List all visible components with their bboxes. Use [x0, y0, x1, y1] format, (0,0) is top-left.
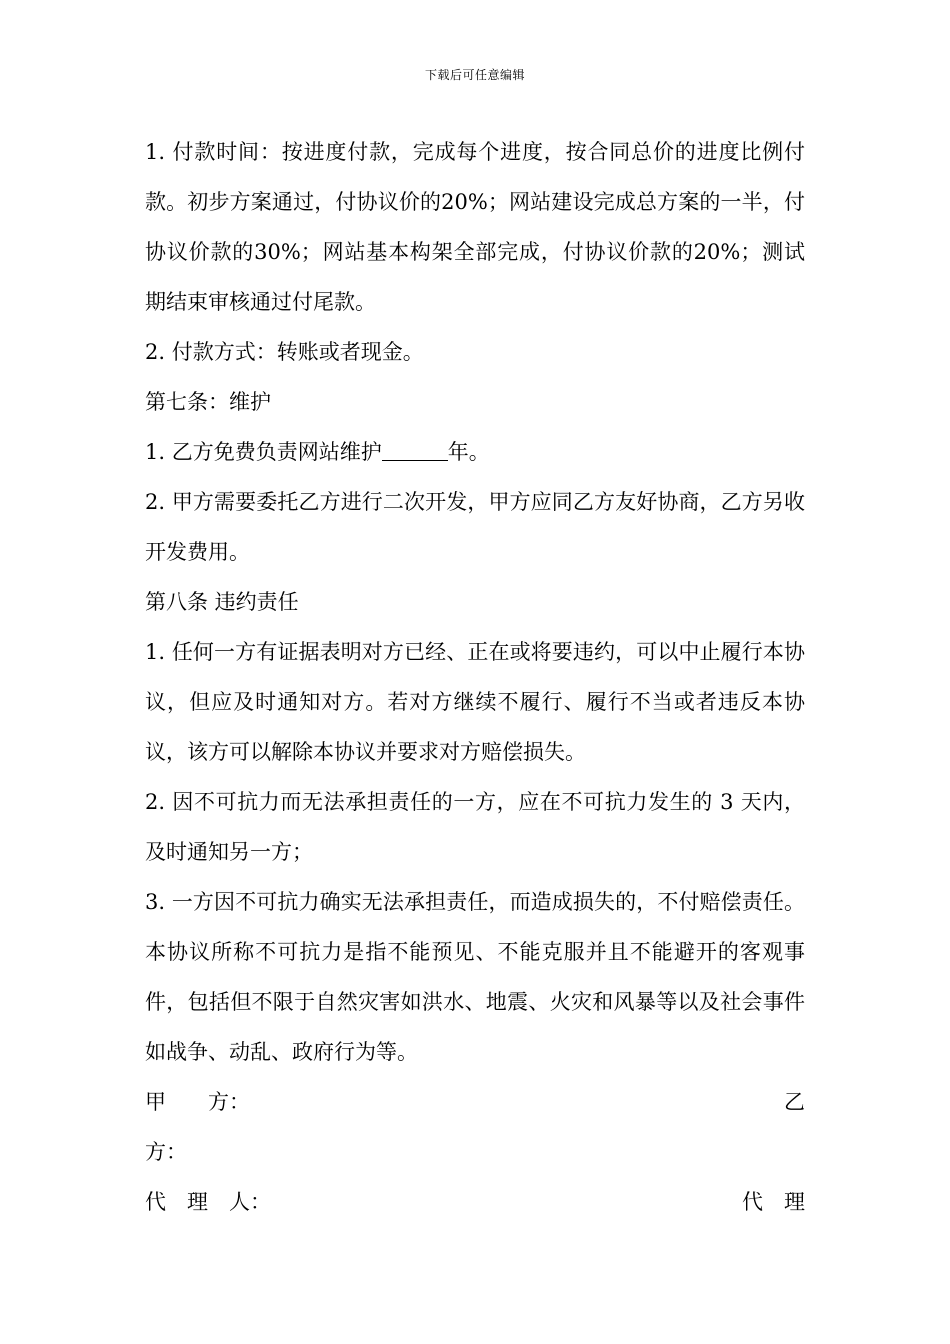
party-a-label: 甲 方： — [145, 1090, 250, 1114]
party-b-label-start: 乙 — [784, 1090, 805, 1114]
maintenance-unit: 年。 — [447, 440, 490, 464]
agent-b-label-start: 代 理 — [742, 1190, 805, 1214]
agent-signature-row — [145, 1177, 805, 1227]
agent-a-label: 代 理 人： — [145, 1190, 271, 1214]
party-b-label-end: 方： — [145, 1140, 187, 1164]
secondary-development-clause: 2. 甲方需要委托乙方进行二次开发，甲方应同乙方友好协商，乙方另收开发费用。 — [145, 490, 805, 564]
force-majeure-definition-clause: 3. 一方因不可抗力确实无法承担责任，而造成损失的，不付赔偿责任。本协议所称不可抗力是指不能预见、不能克服并且不能避开的客观事件，包括但不限于自然灾害如洪水、地震、火灾和风暴等以及社会事件如战争、动乱、政府行为等。 — [145, 890, 805, 1064]
maintenance-years-blank — [382, 438, 448, 461]
article-8-title: 第八条 违约责任 — [145, 590, 299, 614]
payment-time-clause: 1. 付款时间：按进度付款，完成每个进度，按合同总价的进度比例付款。初步方案通过，付协议价的20%；网站建设完成总方案的一半，付协议价款的30%；网站基本构架全部完成，付协议价款的20%；测试期结束审核通过付尾款。 — [145, 140, 805, 314]
party-signature-row — [145, 1077, 805, 1127]
maintenance-clause — [145, 427, 805, 477]
force-majeure-notice-clause: 2. 因不可抗力而无法承担责任的一方，应在不可抗力发生的 3 天内，及时通知另一方； — [145, 790, 805, 864]
header-note: 下载后可任意编辑 — [424, 68, 525, 82]
breach-clause: 1. 任何一方有证据表明对方已经、正在或将要违约，可以中止履行本协议，但应及时通知对方。若对方继续不履行、履行不当或者违反本协议，该方可以解除本协议并要求对方赔偿损失。 — [145, 640, 805, 764]
maintenance-text: 1. 乙方免费负责网站维护 — [145, 440, 382, 464]
article-7-title: 第七条：维护 — [145, 390, 271, 414]
party-b-continuation-row — [145, 1127, 805, 1177]
payment-method-clause: 2. 付款方式：转账或者现金。 — [145, 340, 424, 364]
document-body — [145, 127, 805, 1227]
